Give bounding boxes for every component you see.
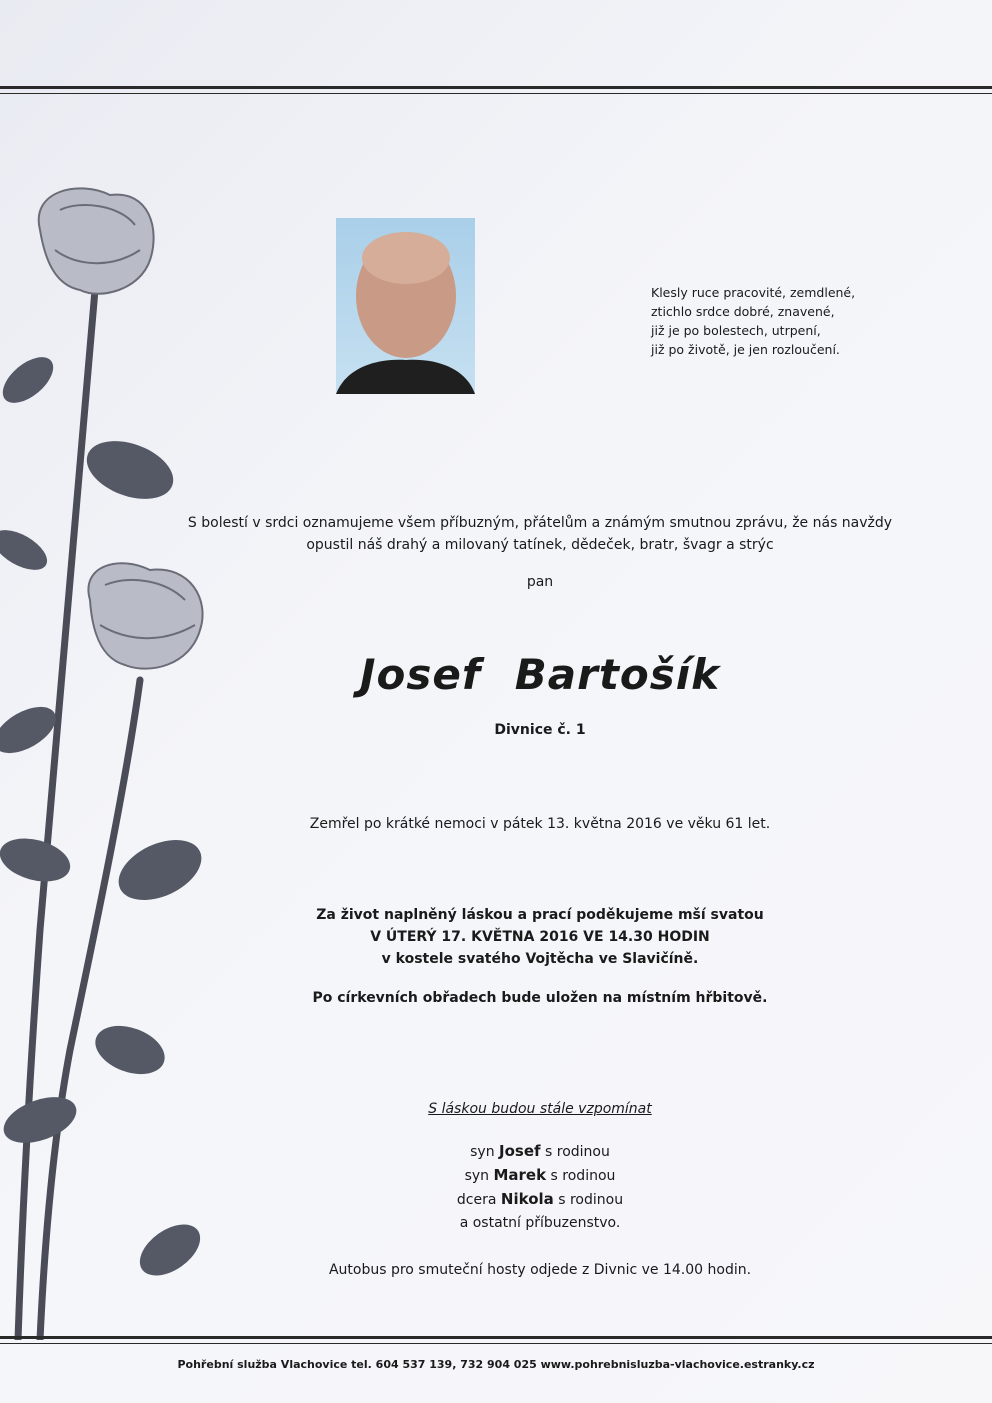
mourner-item bbox=[180, 1164, 900, 1188]
ceremony-info bbox=[180, 904, 900, 970]
mourner-relation: dcera bbox=[456, 1192, 497, 1208]
mourner-suffix: s rodinou bbox=[550, 1168, 616, 1184]
mourner-suffix: s rodinou bbox=[545, 1144, 610, 1160]
mourner-item bbox=[180, 1188, 900, 1212]
poem-line: již po životě, je jen rozloučení. bbox=[651, 342, 840, 357]
mourners-others: a ostatní příbuzenstvo. bbox=[459, 1215, 621, 1231]
mourner-name: Marek bbox=[493, 1166, 547, 1184]
mourner-item bbox=[180, 1140, 900, 1164]
announcement-line: opustil náš drahý a milovaný tatínek, dědeček, bratr, švagr a strýc bbox=[306, 537, 774, 553]
mourners-heading: S láskou budou stále vzpomínat bbox=[428, 1101, 652, 1117]
top-rule-thin bbox=[0, 93, 992, 94]
mourners-list bbox=[180, 1140, 900, 1235]
mourner-relation: syn bbox=[464, 1168, 490, 1184]
announcement-line: S bolestí v srdci oznamujeme všem příbuzným, přátelům a známým smutnou zprávu, že nás navždy bbox=[187, 515, 893, 531]
announcement bbox=[180, 512, 900, 556]
mourner-name: Nikola bbox=[500, 1190, 554, 1208]
bottom-rule-thick bbox=[0, 1336, 992, 1339]
bottom-rule-thin bbox=[0, 1343, 992, 1344]
title-word: pan bbox=[526, 574, 554, 590]
deceased-name: Josef Bartošík bbox=[359, 650, 721, 699]
poem bbox=[651, 283, 911, 359]
death-notice: Zemřel po krátké nemoci v pátek 13. května 2016 ve věku 61 let. bbox=[309, 816, 771, 832]
poem-line: již je po bolestech, utrpení, bbox=[651, 323, 821, 338]
portrait-silhouette bbox=[336, 218, 475, 394]
mourner-relation: syn bbox=[470, 1144, 495, 1160]
ceremony-line: V ÚTERÝ 17. KVĚTNA 2016 VE 14.30 HODIN bbox=[370, 929, 710, 945]
ceremony-line: v kostele svatého Vojtěcha ve Slavičíně. bbox=[381, 951, 699, 967]
top-rule-thick bbox=[0, 86, 992, 89]
bus-notice: Autobus pro smuteční hosty odjede z Divnic ve 14.00 hodin. bbox=[328, 1262, 752, 1278]
footer-contact: Pohřební služba Vlachovice tel. 604 537 139, 732 904 025 www.pohrebnisluzba-vlachovice.estranky.cz bbox=[177, 1358, 815, 1371]
mourner-suffix: s rodinou bbox=[558, 1192, 624, 1208]
burial-notice: Po církevních obřadech bude uložen na místním hřbitově. bbox=[312, 990, 768, 1006]
poem-line: ztichlo srdce dobré, znavené, bbox=[651, 304, 835, 319]
portrait-photo bbox=[336, 218, 475, 394]
poem-line: Klesly ruce pracovité, zemdlené, bbox=[651, 285, 856, 300]
deceased-address: Divnice č. 1 bbox=[494, 722, 586, 738]
ceremony-line: Za život naplněný láskou a prací poděkujeme mší svatou bbox=[316, 907, 764, 923]
mourner-name: Josef bbox=[499, 1142, 541, 1160]
